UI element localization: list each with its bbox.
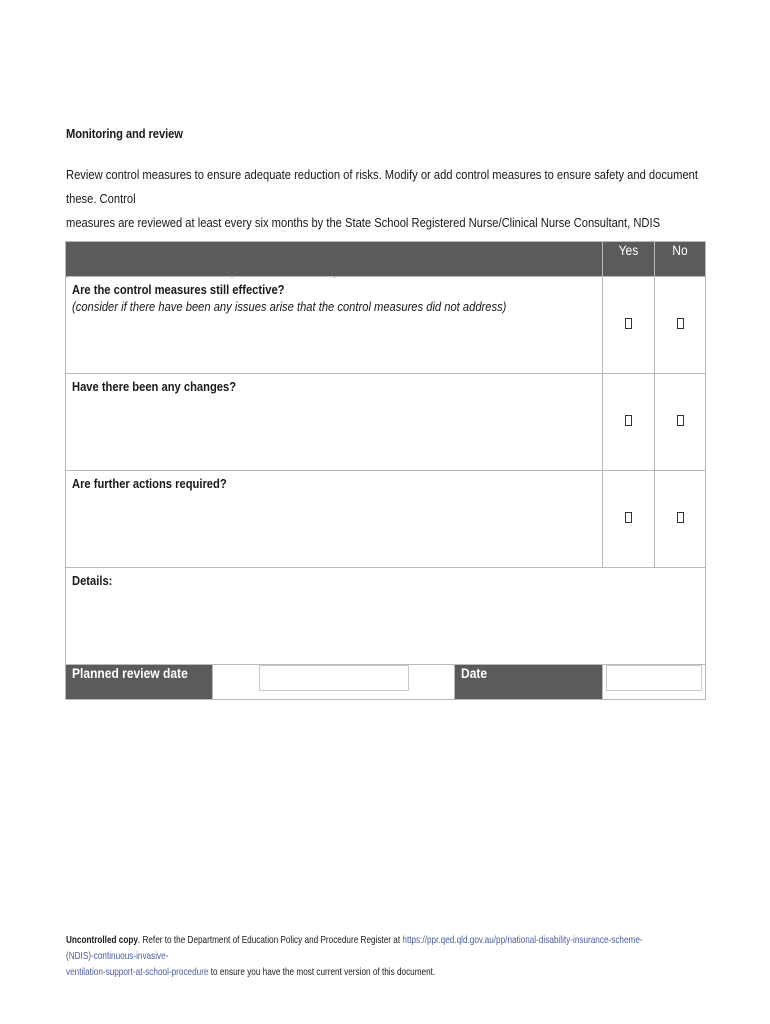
section-heading: Monitoring and review bbox=[66, 126, 183, 141]
question-cell bbox=[66, 374, 603, 471]
intro-line: measures are reviewed at least every six months by the State School Registered Nurse/Clinical Nurse Consultant, NDIS bbox=[66, 215, 661, 230]
footer-link-part2[interactable]: ventilation-support-at-school-procedure bbox=[66, 966, 209, 978]
no-cell bbox=[655, 374, 706, 471]
yes-cell bbox=[603, 277, 655, 374]
question-cell bbox=[66, 471, 603, 568]
question-cell bbox=[66, 277, 603, 374]
details-label: Details: bbox=[72, 573, 113, 588]
details-row bbox=[66, 568, 706, 665]
question-text: Are further actions required? bbox=[72, 476, 227, 491]
yes-checkbox[interactable] bbox=[625, 512, 632, 523]
date-cell bbox=[603, 665, 706, 700]
question-text: Have there been any changes? bbox=[72, 379, 237, 394]
question-hint: (consider if there have been any issues arise that the control measures did not address) bbox=[72, 299, 507, 314]
yes-cell bbox=[603, 471, 655, 568]
planned-review-date-input[interactable] bbox=[259, 665, 409, 691]
intro-line: Review control measures to ensure adequate reduction of risks. Modify or add control measures to ensure safety and document these. Control bbox=[66, 167, 699, 206]
no-checkbox[interactable] bbox=[677, 415, 684, 426]
table-header-blank bbox=[66, 242, 603, 277]
question-row-further-actions bbox=[66, 471, 706, 568]
review-date-row bbox=[66, 665, 706, 700]
table-header-row bbox=[66, 242, 706, 277]
yes-checkbox[interactable] bbox=[625, 415, 632, 426]
footer-text-end: to ensure you have the most current version of this document. bbox=[208, 966, 436, 978]
question-row-changes bbox=[66, 374, 706, 471]
no-checkbox[interactable] bbox=[677, 512, 684, 523]
date-input[interactable] bbox=[606, 665, 702, 691]
yes-checkbox[interactable] bbox=[625, 318, 632, 329]
details-cell[interactable] bbox=[66, 568, 706, 665]
review-table bbox=[65, 241, 706, 700]
column-header-no: No bbox=[655, 242, 706, 277]
no-cell bbox=[655, 471, 706, 568]
question-row-effective bbox=[66, 277, 706, 374]
planned-review-date-label: Planned review date bbox=[66, 665, 213, 700]
footer-uncontrolled-copy: Uncontrolled copy bbox=[66, 934, 138, 946]
planned-review-date-cell bbox=[213, 665, 455, 700]
footer-note bbox=[66, 932, 659, 980]
date-label: Date bbox=[455, 665, 603, 700]
column-header-yes: Yes bbox=[603, 242, 655, 277]
yes-cell bbox=[603, 374, 655, 471]
no-checkbox[interactable] bbox=[677, 318, 684, 329]
footer-link-part1[interactable]: https://ppr.qed.qld.gov.au/pp/national-disability-insurance-scheme-(NDIS)-continuous-invasive- bbox=[66, 934, 643, 962]
no-cell bbox=[655, 277, 706, 374]
question-text: Are the control measures still effective? bbox=[72, 282, 285, 297]
footer-text: . Refer to the Department of Education Policy and Procedure Register at bbox=[137, 934, 403, 946]
